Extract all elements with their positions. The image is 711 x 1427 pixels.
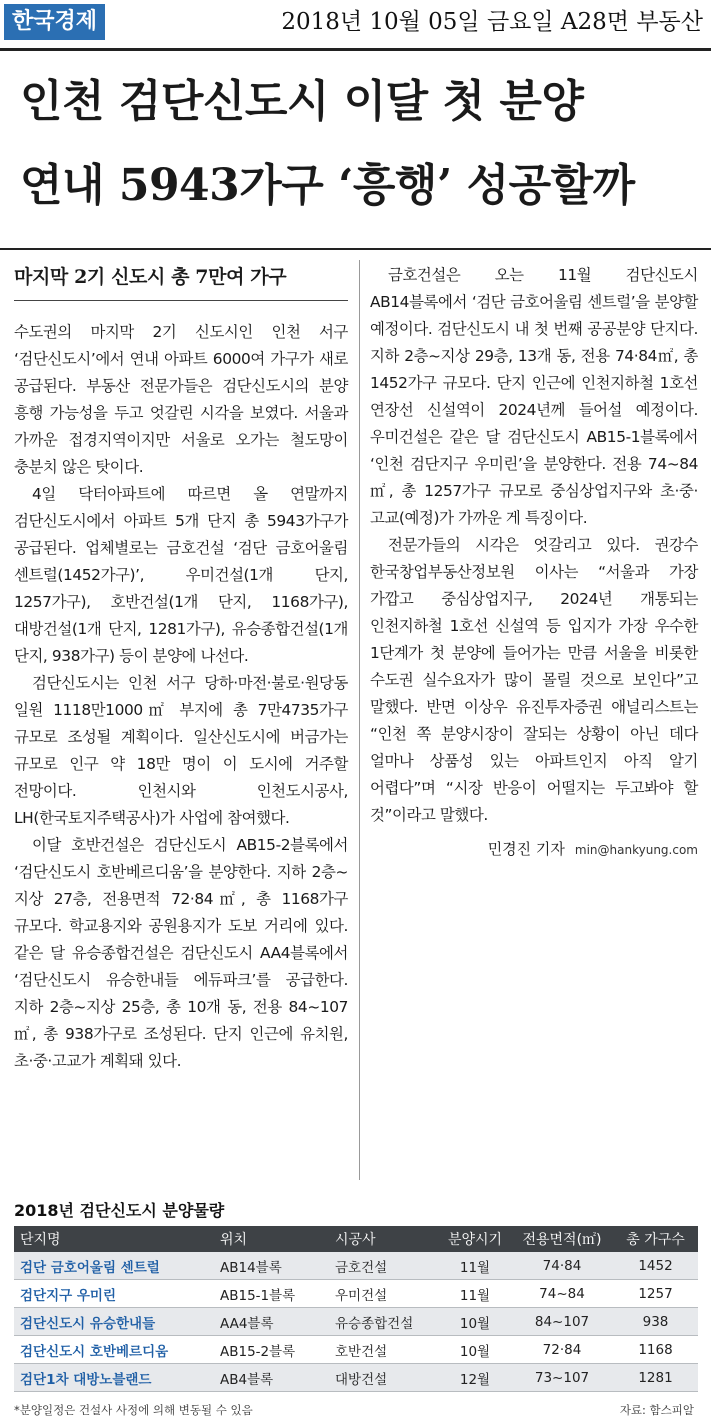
- cell-households: 1257: [613, 1280, 698, 1308]
- cell-location: AB14블록: [214, 1252, 329, 1280]
- cell-sale-month: 12월: [439, 1364, 511, 1392]
- cell-households: 1281: [613, 1364, 698, 1392]
- cell-complex: 검단신도시 호반베르디움: [14, 1336, 214, 1364]
- article-paragraph-3: 검단신도시는 인천 서구 당하·마전·불로·원당동 일원 1118만1000㎡ 부지에 총 7만4735가구 규모로 조성될 계획이다. 일산신도시에 버금가는 규모로 인구 약 18만 명이 이 도시에 거주할 전망이다. 인천시와 인천도시공사, LH(한국토지주택공사)가 사업에 참여했다.: [14, 674, 348, 827]
- table-source: 자료: 함스피알: [619, 1403, 694, 1417]
- subhead-rule: [14, 300, 348, 301]
- table-row: [14, 1364, 698, 1392]
- table-title: 2018년 검단신도시 분양물량: [14, 1201, 225, 1220]
- article-paragraph-4: 이달 호반건설은 검단신도시 AB15-2블록에서 ‘검단신도시 호반베르디움’을 분양한다. 지하 2층~지상 27층, 전용면적 72·84㎡, 총 1168가구 규모다. 학교용지와 공원용지가 도보 거리에 있다. 같은 달 유승종합건설은 검단신도시 AA4블록에서 ‘검단신도시 유승한내들 에듀파크’를 공급한다. 지하 2층~지상 25층, 총 10개 동, 전용 84~107㎡, 총 938가구로 조성된다. 단지 인근에 유치원, 초·중·고교가 계획돼 있다.: [14, 836, 348, 1070]
- header-households: 총 가구수: [626, 1232, 685, 1248]
- column-divider: [359, 260, 360, 1180]
- cell-area: 84~107: [511, 1308, 613, 1336]
- article-subhead: 마지막 2기 신도시 총 7만여 가구: [14, 266, 287, 288]
- table-row: [14, 1252, 698, 1280]
- cell-households: 938: [613, 1308, 698, 1336]
- header-area: 전용면적(㎡): [522, 1232, 602, 1248]
- cell-builder: 대방건설: [329, 1364, 439, 1392]
- cell-location: AB15-2블록: [214, 1336, 329, 1364]
- table-header-row: [14, 1226, 698, 1252]
- header-sale-month: 분양시기: [447, 1232, 503, 1248]
- article-column-left: [14, 262, 348, 1075]
- cell-sale-month: 10월: [439, 1308, 511, 1336]
- headline-line-1: 인천 검단신도시 이달 첫 분양: [20, 76, 584, 127]
- article-column-right: [370, 262, 698, 864]
- headline-rule: [0, 248, 711, 250]
- article-paragraph-6: 전문가들의 시각은 엇갈리고 있다. 권강수 한국창업부동산정보원 이사는 “서울과 가장 가깝고 중심상업지구, 2024년 개통되는 인천지하철 1호선 신설역 등 입지가 가장 우수한 1단계가 첫 분양에 들어가는 만큼 서울을 비롯한 수도권 실수요자가 많이 몰릴 것으로 보인다”고 말했다. 반면 이상우 유진투자증권 애널리스트는 “인천 쪽 분양시장이 잘되는 상황이 아닌 데다 얼마나 상품성 있는 아파트인지 아직 알기 어렵다”며 “시장 반응이 어떨지는 두고봐야 할 것”이라고 말했다.: [370, 536, 698, 824]
- cell-households: 1168: [613, 1336, 698, 1364]
- cell-location: AA4블록: [214, 1308, 329, 1336]
- header-location: 위치: [220, 1232, 248, 1248]
- headline-line-2: 연내 5943가구 ‘흥행’ 성공할까: [20, 160, 635, 211]
- cell-area: 74·84: [511, 1252, 613, 1280]
- article-paragraph-5: 금호건설은 오는 11월 검단신도시 AB14블록에서 ‘검단 금호어울림 센트럴’을 분양할 예정이다. 검단신도시 내 첫 번째 공공분양 단지다. 지하 2층~지상 29층, 13개 동, 전용 74·84㎡, 총 1452가구 규모다. 단지 인근에 인천지하철 1호선 연장선 신설역이 2024년께 들어설 예정이다. 우미건설은 같은 달 검단신도시 AB15-1블록에서 ‘인천 검단지구 우미린’을 분양한다. 전용 74~84㎡, 총 1257가구 규모로 중심상업지구와 초·중·고교(예정)가 가까운 게 특징이다.: [370, 266, 698, 527]
- article-paragraph-2: 4일 닥터아파트에 따르면 올 연말까지 검단신도시에서 아파트 5개 단지 총 5943가구가 공급된다. 업체별로는 금호건설 ‘검단 금호어울림 센트럴(1452가구)’, 우미건설(1개 단지, 1257가구), 호반건설(1개 단지, 1168가구), 대방건설(1개 단지, 1281가구), 유승종합건설(1개 단지, 938가구) 등이 분양에 나선다.: [14, 485, 348, 665]
- byline-name: 민경진 기자: [487, 840, 565, 858]
- cell-area: 72·84: [511, 1336, 613, 1364]
- dateline: 2018년 10월 05일 금요일 A28면 부동산: [281, 9, 703, 35]
- table-row: [14, 1308, 698, 1336]
- cell-builder: 금호건설: [329, 1252, 439, 1280]
- cell-builder: 호반건설: [329, 1336, 439, 1364]
- table-footnote: *분양일정은 건설사 사정에 의해 변동될 수 있음: [14, 1403, 253, 1417]
- cell-area: 73~107: [511, 1364, 613, 1392]
- cell-builder: 우미건설: [329, 1280, 439, 1308]
- supply-table-block: [14, 1196, 698, 1426]
- byline: [370, 835, 698, 864]
- cell-area: 74~84: [511, 1280, 613, 1308]
- table-row: [14, 1280, 698, 1308]
- top-rule: [0, 48, 711, 51]
- cell-sale-month: 11월: [439, 1280, 511, 1308]
- cell-complex: 검단지구 우미린: [14, 1280, 214, 1308]
- table-row: [14, 1336, 698, 1364]
- table-footer: [14, 1398, 698, 1426]
- masthead: [0, 0, 711, 46]
- cell-location: AB4블록: [214, 1364, 329, 1392]
- cell-complex: 검단신도시 유승한내들: [14, 1308, 214, 1336]
- article-paragraph-1: 수도권의 마지막 2기 신도시인 인천 서구 ‘검단신도시’에서 연내 아파트 6000여 가구가 새로 공급된다. 부동산 전문가들은 검단신도시의 분양 흥행 가능성을 두고 엇갈린 시각을 보였다. 서울과 가까운 접경지역이지만 서울로 오가는 철도망이 충분치 않은 탓이다.: [14, 323, 348, 476]
- cell-households: 1452: [613, 1252, 698, 1280]
- cell-complex: 검단1차 대방노블랜드: [14, 1364, 214, 1392]
- cell-sale-month: 11월: [439, 1252, 511, 1280]
- cell-complex: 검단 금호어울림 센트럴: [14, 1252, 214, 1280]
- headline: [20, 60, 700, 228]
- supply-table: [14, 1226, 698, 1392]
- cell-location: AB15-1블록: [214, 1280, 329, 1308]
- cell-builder: 유승종합건설: [329, 1308, 439, 1336]
- header-complex: 단지명: [20, 1232, 61, 1248]
- newspaper-logo: 한국경제: [4, 4, 105, 40]
- cell-sale-month: 10월: [439, 1336, 511, 1364]
- byline-email: min@hankyung.com: [574, 843, 698, 857]
- header-builder: 시공사: [335, 1232, 376, 1248]
